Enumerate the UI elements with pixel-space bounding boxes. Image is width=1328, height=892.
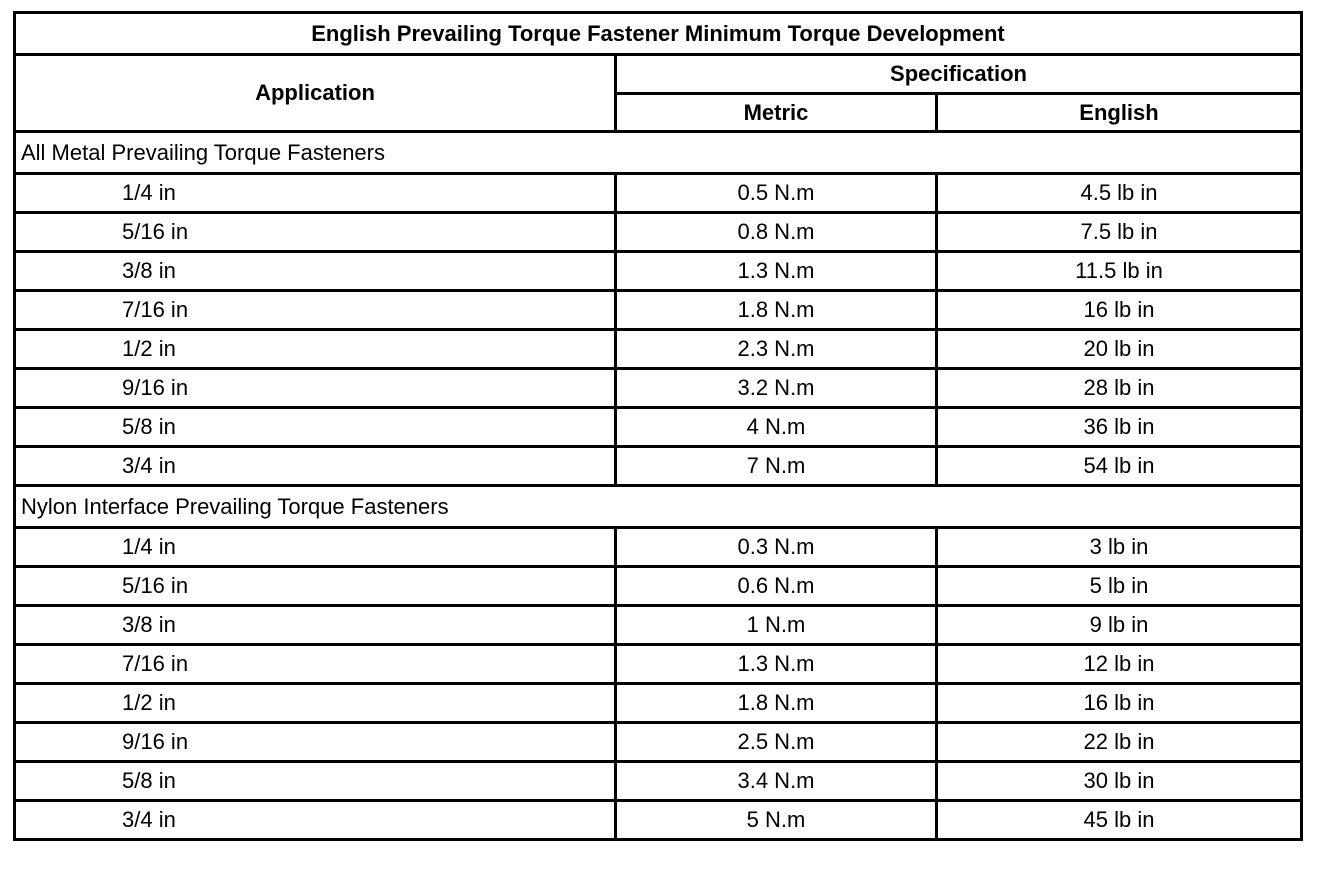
section-label: Nylon Interface Prevailing Torque Fasteners bbox=[15, 486, 1302, 528]
metric-cell: 7 N.m bbox=[616, 447, 937, 486]
english-cell: 12 lb in bbox=[937, 645, 1302, 684]
metric-cell: 4 N.m bbox=[616, 408, 937, 447]
section-row-all-metal bbox=[15, 132, 1302, 174]
application-cell: 1/2 in bbox=[15, 330, 616, 369]
metric-cell: 1 N.m bbox=[616, 606, 937, 645]
application-cell: 7/16 in bbox=[15, 291, 616, 330]
application-cell: 1/2 in bbox=[15, 684, 616, 723]
table-row bbox=[15, 330, 1302, 369]
metric-cell: 0.3 N.m bbox=[616, 528, 937, 567]
specification-header: Specification bbox=[616, 55, 1302, 94]
english-cell: 11.5 lb in bbox=[937, 252, 1302, 291]
english-cell: 5 lb in bbox=[937, 567, 1302, 606]
application-cell: 1/4 in bbox=[15, 528, 616, 567]
application-cell: 3/8 in bbox=[15, 252, 616, 291]
table-row bbox=[15, 252, 1302, 291]
metric-cell: 3.4 N.m bbox=[616, 762, 937, 801]
table-row bbox=[15, 528, 1302, 567]
english-cell: 7.5 lb in bbox=[937, 213, 1302, 252]
metric-cell: 0.8 N.m bbox=[616, 213, 937, 252]
english-cell: 22 lb in bbox=[937, 723, 1302, 762]
metric-cell: 2.5 N.m bbox=[616, 723, 937, 762]
application-cell: 9/16 in bbox=[15, 369, 616, 408]
metric-cell: 1.3 N.m bbox=[616, 645, 937, 684]
english-header: English bbox=[937, 94, 1302, 132]
application-cell: 3/4 in bbox=[15, 801, 616, 840]
metric-cell: 1.3 N.m bbox=[616, 252, 937, 291]
table-row bbox=[15, 408, 1302, 447]
application-cell: 7/16 in bbox=[15, 645, 616, 684]
english-cell: 30 lb in bbox=[937, 762, 1302, 801]
metric-cell: 3.2 N.m bbox=[616, 369, 937, 408]
english-cell: 28 lb in bbox=[937, 369, 1302, 408]
english-cell: 3 lb in bbox=[937, 528, 1302, 567]
metric-cell: 0.5 N.m bbox=[616, 174, 937, 213]
metric-cell: 2.3 N.m bbox=[616, 330, 937, 369]
table-row bbox=[15, 447, 1302, 486]
english-cell: 54 lb in bbox=[937, 447, 1302, 486]
english-cell: 16 lb in bbox=[937, 291, 1302, 330]
metric-cell: 5 N.m bbox=[616, 801, 937, 840]
english-cell: 45 lb in bbox=[937, 801, 1302, 840]
english-cell: 9 lb in bbox=[937, 606, 1302, 645]
application-cell: 5/16 in bbox=[15, 213, 616, 252]
application-cell: 5/16 in bbox=[15, 567, 616, 606]
table-row bbox=[15, 645, 1302, 684]
table-title: English Prevailing Torque Fastener Minimum Torque Development bbox=[15, 13, 1302, 55]
table-row bbox=[15, 174, 1302, 213]
section-label: All Metal Prevailing Torque Fasteners bbox=[15, 132, 1302, 174]
application-header: Application bbox=[15, 55, 616, 132]
torque-spec-table bbox=[13, 11, 1303, 841]
application-cell: 3/4 in bbox=[15, 447, 616, 486]
metric-cell: 0.6 N.m bbox=[616, 567, 937, 606]
application-cell: 5/8 in bbox=[15, 408, 616, 447]
specification-header-row bbox=[15, 55, 1302, 94]
english-cell: 36 lb in bbox=[937, 408, 1302, 447]
english-cell: 4.5 lb in bbox=[937, 174, 1302, 213]
table-row bbox=[15, 369, 1302, 408]
table-row bbox=[15, 684, 1302, 723]
table-row bbox=[15, 567, 1302, 606]
application-cell: 3/8 in bbox=[15, 606, 616, 645]
metric-cell: 1.8 N.m bbox=[616, 291, 937, 330]
table-row bbox=[15, 801, 1302, 840]
metric-cell: 1.8 N.m bbox=[616, 684, 937, 723]
application-cell: 5/8 in bbox=[15, 762, 616, 801]
application-cell: 9/16 in bbox=[15, 723, 616, 762]
title-row bbox=[15, 13, 1302, 55]
english-cell: 16 lb in bbox=[937, 684, 1302, 723]
section-row-nylon-interface bbox=[15, 486, 1302, 528]
table-row bbox=[15, 762, 1302, 801]
metric-header: Metric bbox=[616, 94, 937, 132]
table-row bbox=[15, 606, 1302, 645]
table-row bbox=[15, 213, 1302, 252]
table-row bbox=[15, 291, 1302, 330]
application-cell: 1/4 in bbox=[15, 174, 616, 213]
table-row bbox=[15, 723, 1302, 762]
english-cell: 20 lb in bbox=[937, 330, 1302, 369]
